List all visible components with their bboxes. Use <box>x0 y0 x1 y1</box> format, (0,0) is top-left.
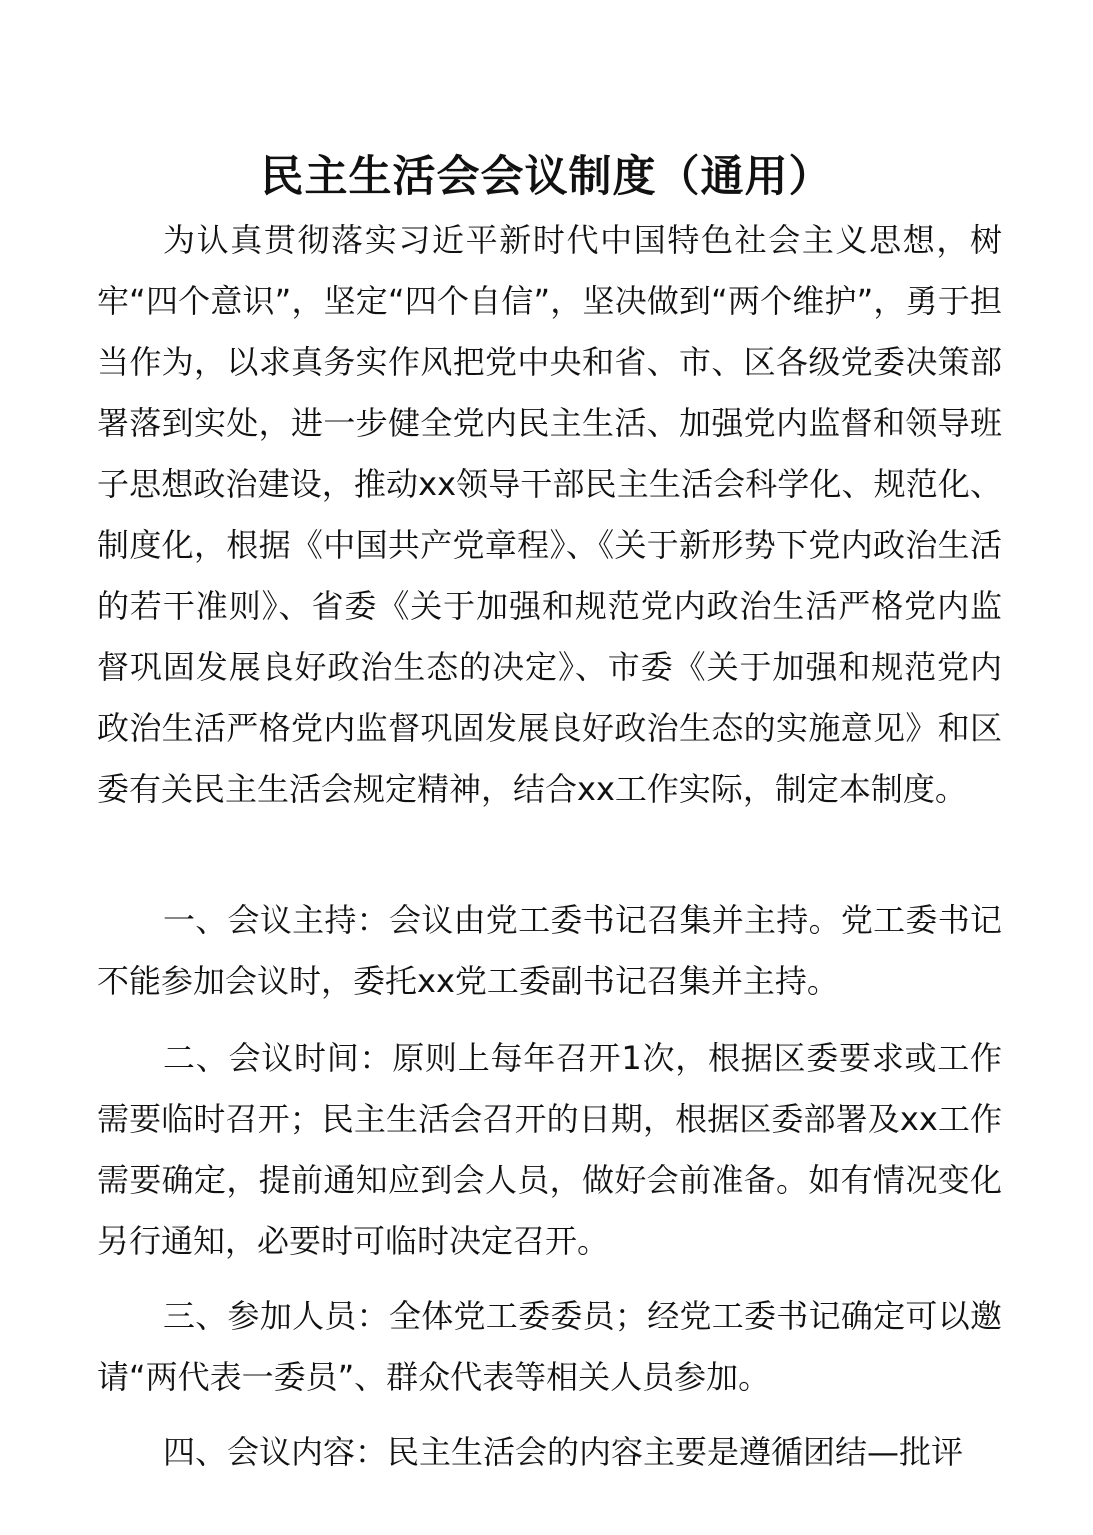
paragraph-meeting-host: 一、会议主持：会议由党工委书记召集并主持。党工委书记不能参加会议时，委托xx党工委副书记召集并主持。 <box>97 901 1002 1000</box>
paragraph-preamble: 为认真贯彻落实习近平新时代中国特色社会主义思想，树牢“四个意识”，坚定“四个自信”，坚决做到“两个维护”，勇于担当作为，以求真务实作风把党中央和省、市、区各级党委决策部署落到实处，进一步健全党内民主生活、加强党内监督和领导班子思想政治建设，推动xx领导干部民主生活会科学化、规范化、制度化，根据《中国共产党章程》、《关于新形势下党内政治生活的若干准则》、省委《关于加强和规范党内政治生活严格党内监督巩固发展良好政治生态的决定》、市委《关于加强和规范党内政治生活严格党内监督巩固发展良好政治生态的实施意见》和区委有关民主生活会规定精神，结合xx工作实际，制定本制度。 <box>97 221 1002 808</box>
paragraph-participants: 三、参加人员：全体党工委委员；经党工委书记确定可以邀请“两代表一委员”、群众代表等相关人员参加。 <box>97 1297 1002 1396</box>
paragraph-meeting-time: 二、会议时间：原则上每年召开1次，根据区委要求或工作需要临时召开；民主生活会召开的日期，根据区委部署及xx工作需要确定，提前通知应到会人员，做好会前准备。如有情况变化另行通知，必要时可临时决定召开。 <box>97 1039 1002 1260</box>
paragraph-meeting-content: 四、会议内容：民主生活会的内容主要是遵循团结—批评 <box>163 1433 964 1471</box>
document-title: 民主生活会会议制度（通用） <box>260 152 833 202</box>
